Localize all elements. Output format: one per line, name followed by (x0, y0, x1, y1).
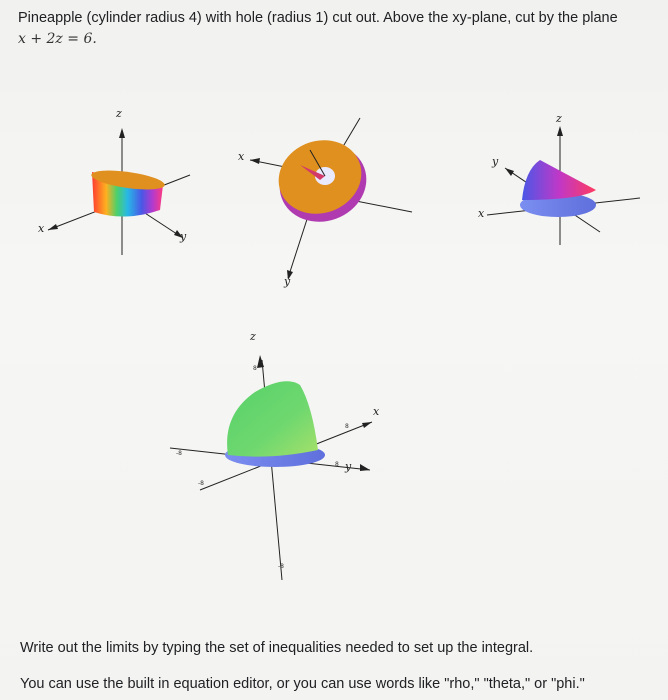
x-axis-label-4: x (373, 405, 380, 418)
y-axis-label-4: y (345, 460, 352, 473)
y-axis-label-2: y (284, 275, 291, 288)
x-axis-label-3: x (478, 207, 485, 220)
figure-view-3 (478, 112, 640, 245)
plane-equation: x + 2z = 6. (18, 31, 97, 47)
x-axis-label: x (38, 222, 45, 235)
y-axis-label: y (180, 230, 187, 243)
tick-x-right: 8 (345, 423, 349, 430)
figure-view-4 (170, 330, 380, 580)
tick-z-bottom: -8 (278, 563, 284, 570)
z-axis-label-4: z (250, 330, 256, 343)
z-axis-label-3: z (556, 112, 562, 125)
statement-text: Pineapple (cylinder radius 4) with hole (radius 1) cut out. Above the xy-plane, cut by the plane (18, 10, 618, 26)
y-axis-label-3: y (492, 155, 499, 168)
problem-statement (18, 8, 648, 50)
z-axis-label: z (116, 107, 122, 120)
tick-y-left: -8 (176, 450, 182, 457)
tick-y-right: 8 (335, 461, 339, 468)
tick-x-left: -8 (198, 480, 204, 487)
tick-z-top: 8 (253, 365, 257, 372)
instruction-editor: You can use the built in equation editor, or you can use words like "rho," "theta," or "phi." (20, 676, 585, 692)
x-axis-label-2: x (238, 150, 245, 163)
figure-view-1 (38, 107, 190, 255)
instruction-limits: Write out the limits by typing the set of inequalities needed to set up the integral. (20, 640, 534, 656)
figures-area (0, 80, 668, 600)
figure-view-2 (238, 118, 412, 288)
